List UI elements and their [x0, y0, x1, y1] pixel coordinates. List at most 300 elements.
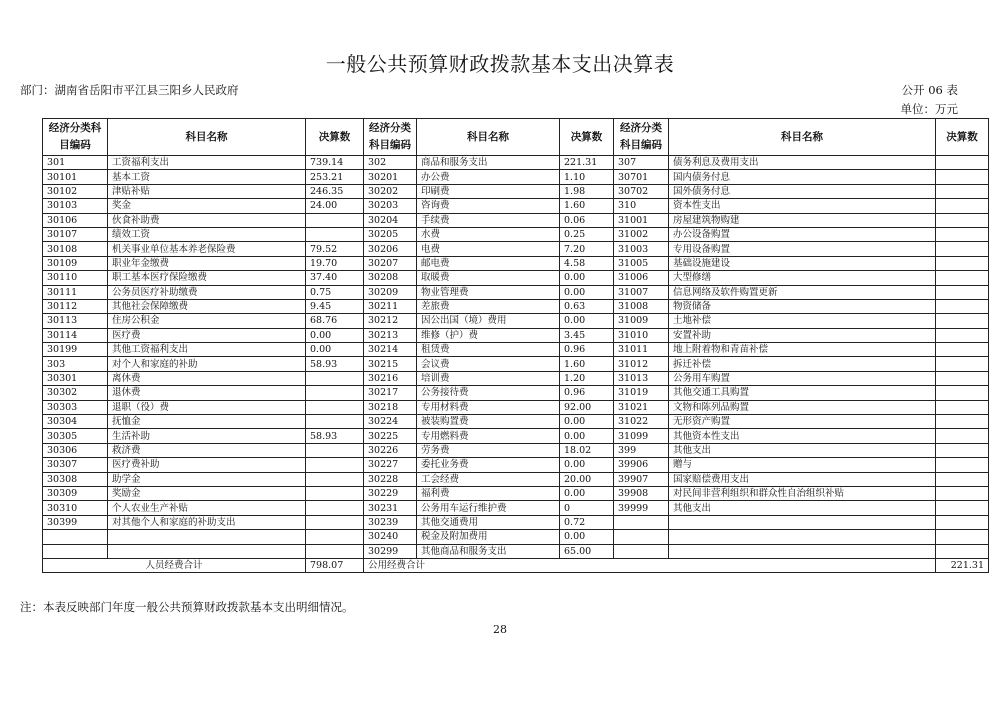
- amount-cell: 1.20: [560, 371, 614, 385]
- table-body: [43, 156, 989, 559]
- amount-cell: [936, 184, 989, 198]
- name-cell: 赠与: [669, 458, 936, 472]
- amount-cell: [936, 156, 989, 170]
- code-cell: 30310: [43, 501, 108, 515]
- code-cell: 30217: [364, 386, 417, 400]
- amount-cell: 1.10: [560, 170, 614, 184]
- code-cell: 30208: [364, 271, 417, 285]
- amount-cell: 7.20: [560, 242, 614, 256]
- name-cell: 委托业务费: [417, 458, 560, 472]
- code-cell: 30227: [364, 458, 417, 472]
- code-cell: 30204: [364, 213, 417, 227]
- name-cell: 福利费: [417, 486, 560, 500]
- amount-cell: [306, 486, 364, 500]
- amount-cell: [936, 443, 989, 457]
- code-cell: 399: [614, 443, 669, 457]
- amount-cell: [936, 544, 989, 558]
- name-cell: 基础设施建设: [669, 256, 936, 270]
- code-cell: 31019: [614, 386, 669, 400]
- amount-cell: [306, 443, 364, 457]
- amount-cell: 0.00: [560, 271, 614, 285]
- code-cell: 302: [364, 156, 417, 170]
- name-cell: 电费: [417, 242, 560, 256]
- name-cell: 拆迁补偿: [669, 357, 936, 371]
- name-cell: 维修（护）费: [417, 328, 560, 342]
- code-cell: 30309: [43, 486, 108, 500]
- code-cell: 30203: [364, 199, 417, 213]
- amount-cell: 0: [560, 501, 614, 515]
- amount-cell: [306, 227, 364, 241]
- amount-cell: 0.00: [560, 530, 614, 544]
- amount-cell: [936, 299, 989, 313]
- amount-cell: [306, 501, 364, 515]
- table-row: [43, 271, 989, 285]
- table-row: [43, 343, 989, 357]
- amount-cell: 0.00: [560, 314, 614, 328]
- code-cell: 30205: [364, 227, 417, 241]
- name-cell: 公务用车运行维护费: [417, 501, 560, 515]
- name-cell: 其他工资福利支出: [108, 343, 306, 357]
- form-number: 公开 06 表: [901, 83, 958, 97]
- amount-cell: 0.63: [560, 299, 614, 313]
- code-cell: 30399: [43, 515, 108, 529]
- code-cell: 31008: [614, 299, 669, 313]
- name-cell: 绩效工资: [108, 227, 306, 241]
- code-cell: 31006: [614, 271, 669, 285]
- amount-cell: 0.75: [306, 285, 364, 299]
- name-cell: 国内债务付息: [669, 170, 936, 184]
- code-cell: 39999: [614, 501, 669, 515]
- code-cell: 301: [43, 156, 108, 170]
- name-cell: 离休费: [108, 371, 306, 385]
- code-cell: 31022: [614, 415, 669, 429]
- amount-cell: 3.45: [560, 328, 614, 342]
- name-cell: [669, 530, 936, 544]
- amount-cell: [936, 213, 989, 227]
- name-cell: 印刷费: [417, 184, 560, 198]
- table-row: [43, 285, 989, 299]
- amount-cell: [936, 256, 989, 270]
- totals-row: [43, 558, 989, 572]
- name-cell: 商品和服务支出: [417, 156, 560, 170]
- amount-cell: 0.96: [560, 386, 614, 400]
- amount-cell: 0.00: [560, 429, 614, 443]
- amount-cell: 58.93: [306, 357, 364, 371]
- header-amount: 决算数: [306, 119, 364, 156]
- amount-cell: 0.00: [560, 458, 614, 472]
- code-cell: 30212: [364, 314, 417, 328]
- name-cell: [108, 544, 306, 558]
- name-cell: 公务用车购置: [669, 371, 936, 385]
- name-cell: 房屋建筑物购建: [669, 213, 936, 227]
- code-cell: 30213: [364, 328, 417, 342]
- name-cell: 其他资本性支出: [669, 429, 936, 443]
- amount-cell: 0.06: [560, 213, 614, 227]
- amount-cell: 739.14: [306, 156, 364, 170]
- amount-cell: 92.00: [560, 400, 614, 414]
- amount-cell: [936, 242, 989, 256]
- code-cell: 303: [43, 357, 108, 371]
- name-cell: 培训费: [417, 371, 560, 385]
- name-cell: 生活补助: [108, 429, 306, 443]
- table-row: [43, 242, 989, 256]
- name-cell: 退职（役）费: [108, 400, 306, 414]
- name-cell: 医疗费补助: [108, 458, 306, 472]
- code-cell: 30216: [364, 371, 417, 385]
- table-row: [43, 299, 989, 313]
- code-cell: 30304: [43, 415, 108, 429]
- amount-cell: [306, 515, 364, 529]
- code-cell: 30199: [43, 343, 108, 357]
- table-row: [43, 213, 989, 227]
- table-row: [43, 501, 989, 515]
- code-cell: 30111: [43, 285, 108, 299]
- public-total-value: 221.31: [936, 558, 989, 572]
- amount-cell: [936, 515, 989, 529]
- header-code: 经济分类科目编码: [364, 119, 417, 156]
- name-cell: 文物和陈列品购置: [669, 400, 936, 414]
- name-cell: 被装购置费: [417, 415, 560, 429]
- amount-cell: 20.00: [560, 472, 614, 486]
- name-cell: 公务接待费: [417, 386, 560, 400]
- name-cell: 其他支出: [669, 501, 936, 515]
- header-name: 科目名称: [108, 119, 306, 156]
- name-cell: 奖金: [108, 199, 306, 213]
- amount-cell: 1.60: [560, 199, 614, 213]
- code-cell: 30211: [364, 299, 417, 313]
- unit-label: 单位：万元: [900, 102, 958, 116]
- table-row: [43, 544, 989, 558]
- code-cell: 30201: [364, 170, 417, 184]
- header-amount: 决算数: [560, 119, 614, 156]
- code-cell: 30110: [43, 271, 108, 285]
- code-cell: 30305: [43, 429, 108, 443]
- amount-cell: 79.52: [306, 242, 364, 256]
- page-title: 一般公共预算财政拨款基本支出决算表: [325, 52, 675, 76]
- code-cell: 30214: [364, 343, 417, 357]
- table-row: [43, 515, 989, 529]
- amount-cell: 0.00: [306, 328, 364, 342]
- name-cell: 无形资产购置: [669, 415, 936, 429]
- amount-cell: [936, 271, 989, 285]
- table-row: [43, 199, 989, 213]
- code-cell: 31021: [614, 400, 669, 414]
- code-cell: 30101: [43, 170, 108, 184]
- table-row: [43, 256, 989, 270]
- amount-cell: [936, 486, 989, 500]
- table-row: [43, 227, 989, 241]
- code-cell: 30228: [364, 472, 417, 486]
- table-row: [43, 314, 989, 328]
- code-cell: 30102: [43, 184, 108, 198]
- code-cell: 30240: [364, 530, 417, 544]
- name-cell: 咨询费: [417, 199, 560, 213]
- name-cell: 取暖费: [417, 271, 560, 285]
- name-cell: 国家赔偿费用支出: [669, 472, 936, 486]
- code-cell: 30202: [364, 184, 417, 198]
- expenditure-table: [42, 118, 989, 573]
- code-cell: 30306: [43, 443, 108, 457]
- name-cell: [669, 544, 936, 558]
- name-cell: 伙食补助费: [108, 213, 306, 227]
- code-cell: 31013: [614, 371, 669, 385]
- name-cell: 助学金: [108, 472, 306, 486]
- code-cell: 30209: [364, 285, 417, 299]
- code-cell: 30303: [43, 400, 108, 414]
- amount-cell: [936, 314, 989, 328]
- amount-cell: [936, 285, 989, 299]
- code-cell: [614, 530, 669, 544]
- header-amount: 决算数: [936, 119, 989, 156]
- personnel-total-label: 人员经费合计: [43, 558, 306, 572]
- table-row: [43, 386, 989, 400]
- code-cell: 307: [614, 156, 669, 170]
- code-cell: 31005: [614, 256, 669, 270]
- code-cell: [614, 515, 669, 529]
- amount-cell: [936, 501, 989, 515]
- name-cell: 职业年金缴费: [108, 256, 306, 270]
- amount-cell: 0.00: [560, 486, 614, 500]
- name-cell: 其他交通费用: [417, 515, 560, 529]
- code-cell: 31012: [614, 357, 669, 371]
- header-name: 科目名称: [417, 119, 560, 156]
- name-cell: 住房公积金: [108, 314, 306, 328]
- amount-cell: [936, 400, 989, 414]
- amount-cell: 221.31: [560, 156, 614, 170]
- code-cell: 39908: [614, 486, 669, 500]
- code-cell: 30218: [364, 400, 417, 414]
- name-cell: 对个人和家庭的补助: [108, 357, 306, 371]
- table-row: [43, 170, 989, 184]
- name-cell: 基本工资: [108, 170, 306, 184]
- name-cell: [108, 530, 306, 544]
- name-cell: 因公出国（境）费用: [417, 314, 560, 328]
- name-cell: [669, 515, 936, 529]
- amount-cell: [306, 213, 364, 227]
- code-cell: 39907: [614, 472, 669, 486]
- code-cell: 31007: [614, 285, 669, 299]
- code-cell: 310: [614, 199, 669, 213]
- table-row: [43, 156, 989, 170]
- code-cell: 31001: [614, 213, 669, 227]
- code-cell: 30307: [43, 458, 108, 472]
- name-cell: 资本性支出: [669, 199, 936, 213]
- code-cell: [614, 544, 669, 558]
- amount-cell: [936, 429, 989, 443]
- code-cell: 39906: [614, 458, 669, 472]
- amount-cell: [306, 472, 364, 486]
- name-cell: 其他社会保障缴费: [108, 299, 306, 313]
- code-cell: 30107: [43, 227, 108, 241]
- code-cell: 31099: [614, 429, 669, 443]
- name-cell: 其他商品和服务支出: [417, 544, 560, 558]
- name-cell: 公务员医疗补助缴费: [108, 285, 306, 299]
- code-cell: 30207: [364, 256, 417, 270]
- name-cell: 会议费: [417, 357, 560, 371]
- name-cell: 津贴补贴: [108, 184, 306, 198]
- amount-cell: [936, 530, 989, 544]
- name-cell: 对民间非营利组织和群众性自治组织补贴: [669, 486, 936, 500]
- name-cell: 邮电费: [417, 256, 560, 270]
- name-cell: 办公设备购置: [669, 227, 936, 241]
- amount-cell: [936, 328, 989, 342]
- name-cell: 对其他个人和家庭的补助支出: [108, 515, 306, 529]
- table-row: [43, 472, 989, 486]
- code-cell: 31009: [614, 314, 669, 328]
- code-cell: 31002: [614, 227, 669, 241]
- name-cell: 救济费: [108, 443, 306, 457]
- amount-cell: [936, 458, 989, 472]
- amount-cell: 58.93: [306, 429, 364, 443]
- amount-cell: [936, 472, 989, 486]
- code-cell: 30224: [364, 415, 417, 429]
- table-note: 注：本表反映部门年度一般公共预算财政拨款基本支出明细情况。: [20, 600, 354, 614]
- name-cell: 专用燃料费: [417, 429, 560, 443]
- amount-cell: [306, 371, 364, 385]
- name-cell: 医疗费: [108, 328, 306, 342]
- name-cell: 税金及附加费用: [417, 530, 560, 544]
- name-cell: 租赁费: [417, 343, 560, 357]
- code-cell: 30229: [364, 486, 417, 500]
- amount-cell: 0.00: [306, 343, 364, 357]
- table-row: [43, 530, 989, 544]
- amount-cell: [936, 415, 989, 429]
- amount-cell: 9.45: [306, 299, 364, 313]
- table-row: [43, 458, 989, 472]
- amount-cell: 18.02: [560, 443, 614, 457]
- name-cell: 债务利息及费用支出: [669, 156, 936, 170]
- code-cell: 30108: [43, 242, 108, 256]
- page-number: 28: [493, 623, 507, 636]
- amount-cell: [306, 458, 364, 472]
- amount-cell: [936, 199, 989, 213]
- name-cell: 物资储备: [669, 299, 936, 313]
- name-cell: 退休费: [108, 386, 306, 400]
- name-cell: 机关事业单位基本养老保险费: [108, 242, 306, 256]
- table-header-row: [43, 119, 989, 156]
- table-row: [43, 486, 989, 500]
- code-cell: 30103: [43, 199, 108, 213]
- amount-cell: [936, 227, 989, 241]
- code-cell: 30206: [364, 242, 417, 256]
- amount-cell: 4.58: [560, 256, 614, 270]
- name-cell: 职工基本医疗保险缴费: [108, 271, 306, 285]
- name-cell: 国外债务付息: [669, 184, 936, 198]
- personnel-total-value: 798.07: [306, 558, 364, 572]
- table-row: [43, 415, 989, 429]
- name-cell: 土地补偿: [669, 314, 936, 328]
- amount-cell: 65.00: [560, 544, 614, 558]
- code-cell: 30701: [614, 170, 669, 184]
- name-cell: 信息网络及软件购置更新: [669, 285, 936, 299]
- code-cell: 30231: [364, 501, 417, 515]
- code-cell: 30114: [43, 328, 108, 342]
- name-cell: 大型修缮: [669, 271, 936, 285]
- name-cell: 物业管理费: [417, 285, 560, 299]
- code-cell: 30239: [364, 515, 417, 529]
- amount-cell: 37.40: [306, 271, 364, 285]
- code-cell: 30226: [364, 443, 417, 457]
- name-cell: 劳务费: [417, 443, 560, 457]
- amount-cell: 0.96: [560, 343, 614, 357]
- name-cell: 办公费: [417, 170, 560, 184]
- name-cell: 奖励金: [108, 486, 306, 500]
- header-name: 科目名称: [669, 119, 936, 156]
- code-cell: 30308: [43, 472, 108, 486]
- table-row: [43, 400, 989, 414]
- code-cell: 30299: [364, 544, 417, 558]
- name-cell: 抚恤金: [108, 415, 306, 429]
- amount-cell: [306, 400, 364, 414]
- name-cell: 手续费: [417, 213, 560, 227]
- name-cell: 其他支出: [669, 443, 936, 457]
- amount-cell: [936, 386, 989, 400]
- name-cell: 专用材料费: [417, 400, 560, 414]
- name-cell: 地上附着物和青苗补偿: [669, 343, 936, 357]
- amount-cell: 0.72: [560, 515, 614, 529]
- amount-cell: 0.25: [560, 227, 614, 241]
- table-row: [43, 371, 989, 385]
- code-cell: 30112: [43, 299, 108, 313]
- code-cell: 30106: [43, 213, 108, 227]
- amount-cell: 68.76: [306, 314, 364, 328]
- name-cell: 个人农业生产补贴: [108, 501, 306, 515]
- amount-cell: [936, 343, 989, 357]
- header-code: 经济分类科目编码: [43, 119, 108, 156]
- code-cell: [43, 544, 108, 558]
- amount-cell: [936, 357, 989, 371]
- amount-cell: 0.00: [560, 415, 614, 429]
- table-row: [43, 443, 989, 457]
- amount-cell: 24.00: [306, 199, 364, 213]
- department-label: 部门：湖南省岳阳市平江县三阳乡人民政府: [20, 83, 239, 97]
- public-total-label: 公用经费合计: [364, 558, 936, 572]
- name-cell: 安置补助: [669, 328, 936, 342]
- name-cell: 其他交通工具购置: [669, 386, 936, 400]
- amount-cell: [936, 371, 989, 385]
- amount-cell: [306, 415, 364, 429]
- table-row: [43, 357, 989, 371]
- amount-cell: 19.70: [306, 256, 364, 270]
- name-cell: 差旅费: [417, 299, 560, 313]
- header-code: 经济分类科目编码: [614, 119, 669, 156]
- code-cell: 30301: [43, 371, 108, 385]
- amount-cell: [936, 170, 989, 184]
- amount-cell: 246.35: [306, 184, 364, 198]
- code-cell: 30113: [43, 314, 108, 328]
- code-cell: [43, 530, 108, 544]
- name-cell: 工会经费: [417, 472, 560, 486]
- amount-cell: [306, 386, 364, 400]
- code-cell: 30302: [43, 386, 108, 400]
- table-row: [43, 184, 989, 198]
- name-cell: 工资福利支出: [108, 156, 306, 170]
- amount-cell: 253.21: [306, 170, 364, 184]
- table-row: [43, 328, 989, 342]
- code-cell: 31010: [614, 328, 669, 342]
- code-cell: 30109: [43, 256, 108, 270]
- code-cell: 30215: [364, 357, 417, 371]
- code-cell: 30702: [614, 184, 669, 198]
- code-cell: 30225: [364, 429, 417, 443]
- table-row: [43, 429, 989, 443]
- amount-cell: 0.00: [560, 285, 614, 299]
- amount-cell: 1.60: [560, 357, 614, 371]
- amount-cell: 1.98: [560, 184, 614, 198]
- name-cell: 专用设备购置: [669, 242, 936, 256]
- name-cell: 水费: [417, 227, 560, 241]
- code-cell: 31011: [614, 343, 669, 357]
